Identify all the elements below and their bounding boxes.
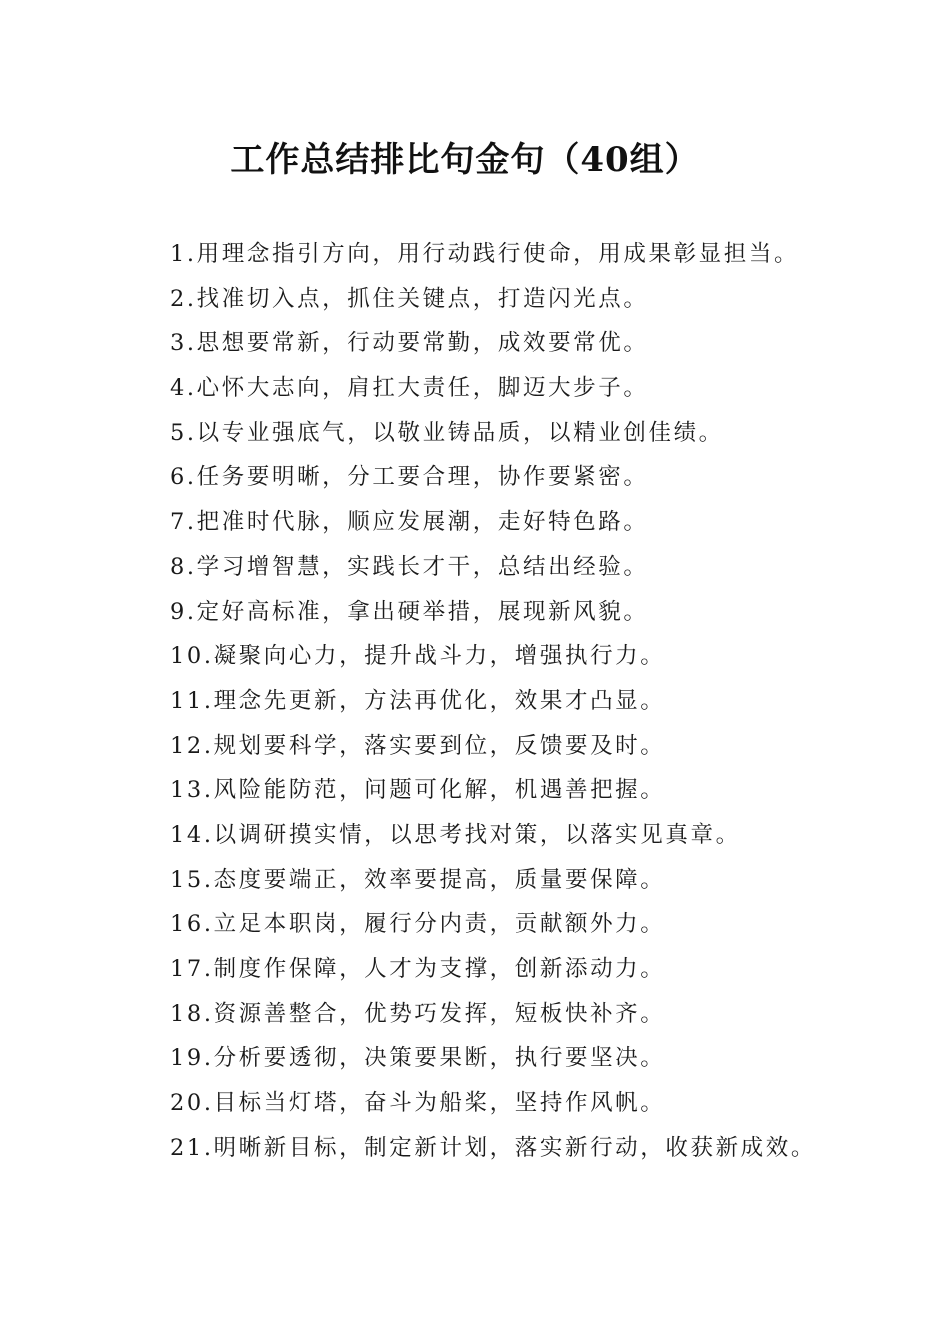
document-title: 工作总结排比句金句（40组） [230, 140, 700, 180]
list-item: 17.制度作保障，人才为支撑，创新添动力。 [170, 956, 666, 982]
list-item: 4.心怀大志向，肩扛大责任，脚迈大步子。 [170, 375, 649, 402]
list-item: 10.凝聚向心力，提升战斗力，增强执行力。 [170, 643, 666, 670]
list-item: 20.目标当灯塔，奋斗为船桨，坚持作风帆。 [170, 1090, 666, 1117]
list-item: 5.以专业强底气，以敬业铸品质，以精业创佳绩。 [170, 419, 724, 446]
list-item: 6.任务要明晰，分工要合理，协作要紧密。 [170, 464, 649, 491]
list-item: 18.资源善整合，优势巧发挥，短板快补齐。 [170, 1000, 666, 1027]
list-item: 15.态度要端正，效率要提高，质量要保障。 [170, 866, 666, 893]
list-item: 1.用理念指引方向，用行动践行使命，用成果彰显担当。 [170, 241, 800, 267]
list-item: 21.明晰新目标，制定新计划，落实新行动，收获新成效。 [170, 1134, 816, 1161]
list-item: 14.以调研摸实情，以思考找对策，以落实见真章。 [170, 821, 741, 848]
list-item: 9.定好高标准，拿出硬举措，展现新风貌。 [170, 598, 649, 625]
list-item: 11.理念先更新，方法再优化，效果才凸显。 [170, 687, 666, 714]
sentence-list [170, 232, 816, 1170]
list-item: 7.把准时代脉，顺应发展潮，走好特色路。 [170, 509, 649, 536]
list-item: 8.学习增智慧，实践长才干，总结出经验。 [170, 553, 649, 580]
list-item: 19.分析要透彻，决策要果断，执行要坚决。 [170, 1045, 666, 1072]
list-item: 3.思想要常新，行动要常勤，成效要常优。 [170, 330, 649, 357]
list-item: 13.风险能防范，问题可化解，机遇善把握。 [170, 777, 666, 804]
list-item: 2.找准切入点，抓住关键点，打造闪光点。 [170, 285, 649, 312]
list-item: 16.立足本职岗，履行分内责，贡献额外力。 [170, 911, 666, 938]
list-item: 12.规划要科学，落实要到位，反馈要及时。 [170, 732, 666, 759]
